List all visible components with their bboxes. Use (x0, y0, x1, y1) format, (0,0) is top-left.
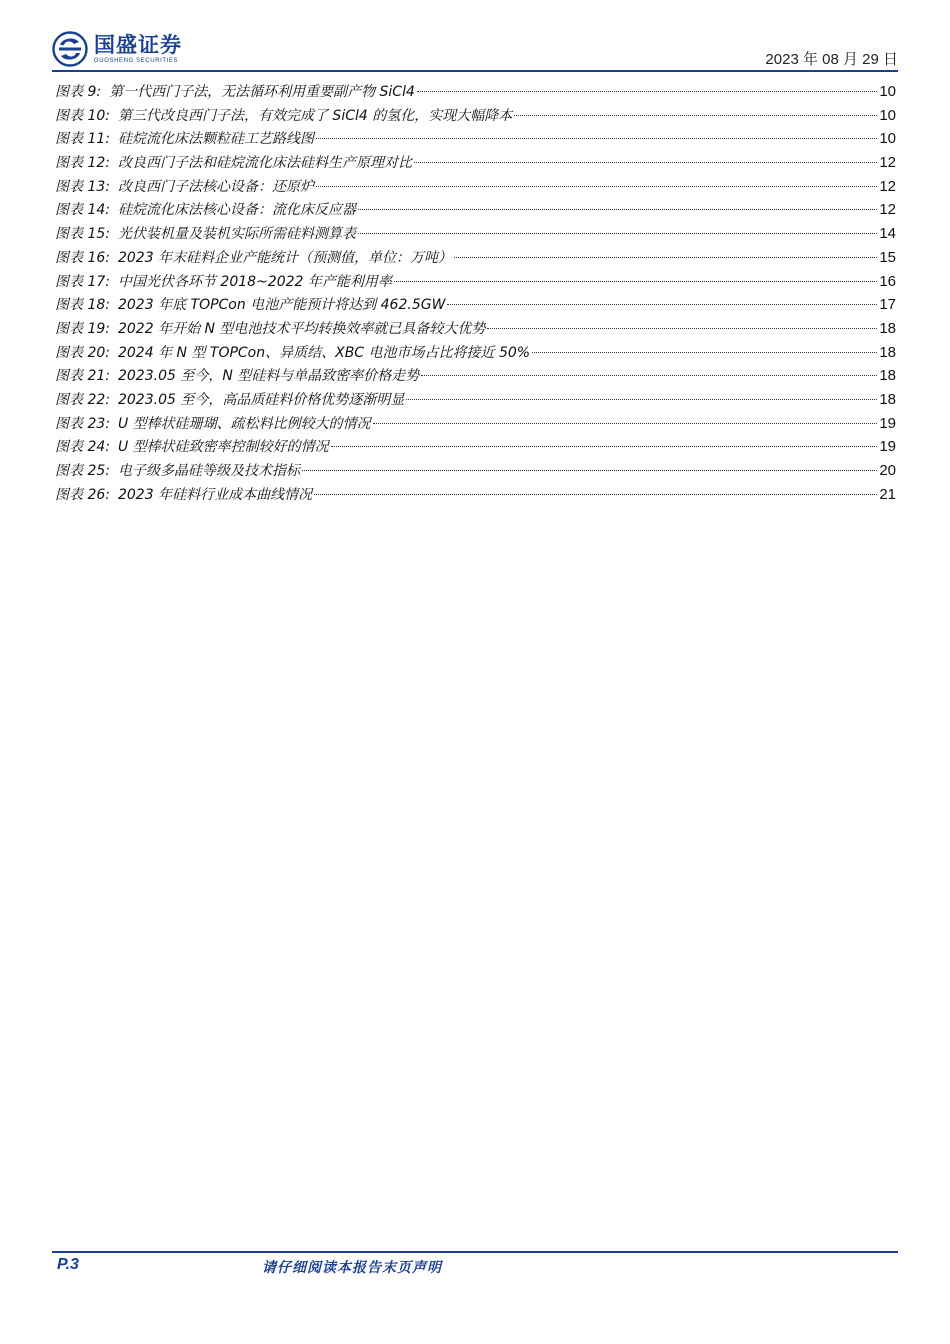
toc-entry-label: 图表 12: (55, 155, 110, 172)
toc-entry-label: 图表 25: (55, 463, 110, 479)
toc-entry-page: 20 (879, 462, 896, 479)
toc-entry[interactable] (55, 104, 896, 128)
toc-entry-page: 10 (879, 83, 896, 100)
toc-entry-title: 2023.05 至今，高品质硅料价格优势逐渐明显 (117, 391, 405, 408)
report-date: 2023 年 08 月 29 日 (765, 51, 898, 68)
toc-entry[interactable] (55, 364, 896, 388)
toc-entry-label: 图表 11: (55, 131, 110, 148)
toc-entry-label: 图表 17: (55, 273, 110, 290)
toc-dot-leader (358, 233, 877, 234)
toc-entry[interactable] (55, 388, 896, 412)
company-logo (52, 31, 182, 67)
page-number: P.3 (57, 1256, 79, 1273)
toc-entry-label: 图表 26: (55, 486, 110, 503)
toc-entry-page: 19 (879, 438, 896, 456)
toc-entry-title: 中国光伏各环节 2018~2022 年产能利用率 (117, 273, 392, 290)
toc-dot-leader (316, 186, 877, 187)
toc-entry[interactable] (55, 317, 896, 341)
footer-divider (52, 1251, 898, 1253)
toc-entry[interactable] (55, 80, 896, 104)
disclaimer-note: 请仔细阅读本报告末页声明 (262, 1260, 442, 1276)
toc-entry[interactable] (55, 198, 896, 222)
toc-entry-page: 12 (879, 201, 896, 219)
toc-entry-label: 图表 20: (55, 344, 110, 361)
guosheng-logo-icon (52, 31, 88, 67)
toc-entry-title: 硅烷流化床法核心设备：流化床反应器 (117, 202, 356, 219)
toc-entry-page: 19 (879, 414, 896, 432)
toc-entry-label: 图表 21: (55, 368, 110, 385)
toc-entry-label: 图表 13: (55, 178, 110, 195)
toc-entry[interactable] (55, 246, 896, 270)
toc-dot-leader (417, 91, 877, 92)
toc-entry-page: 12 (879, 154, 896, 172)
toc-entry-title: 改良西门子法核心设备：还原炉 (117, 178, 314, 195)
toc-entry[interactable] (55, 412, 896, 436)
toc-entry[interactable] (55, 435, 896, 459)
toc-entry-label: 图表 19: (55, 320, 110, 337)
toc-entry-label: 图表 16: (55, 249, 110, 266)
toc-dot-leader (314, 494, 877, 495)
toc-entry-title: 2023.05 至今，N 型硅料与单晶致密率价格走势 (117, 368, 420, 385)
toc-dot-leader (447, 304, 877, 305)
toc-entry-label: 图表 18: (55, 297, 110, 314)
toc-entry-page: 18 (879, 343, 896, 361)
toc-entry-page: 10 (879, 106, 896, 124)
toc-entry[interactable] (55, 151, 896, 175)
toc-entry-label: 图表 14: (55, 202, 110, 219)
toc-entry-page: 15 (879, 248, 896, 266)
toc-entry-title: 硅烷流化床法颗粒硅工艺路线图 (117, 131, 314, 148)
toc-dot-leader (358, 209, 877, 210)
toc-entry-label: 图表 9: (55, 84, 102, 100)
toc-dot-leader (406, 399, 877, 400)
toc-entry[interactable] (55, 270, 896, 294)
toc-entry-title: 电子级多晶硅等级及技术指标 (117, 463, 300, 479)
toc-entry-page: 16 (879, 272, 896, 290)
toc-dot-leader (373, 423, 878, 424)
toc-dot-leader (487, 328, 877, 329)
logo-english-name: GUOSHENG SECURITIES (94, 58, 179, 64)
toc-entry-page: 12 (879, 177, 896, 195)
toc-entry-title: 2023 年末硅料企业产能统计（预测值，单位：万吨） (117, 249, 453, 266)
toc-entry[interactable] (55, 483, 896, 507)
toc-entry-title: 2023 年硅料行业成本曲线情况 (117, 486, 313, 503)
toc-dot-leader (414, 162, 877, 163)
toc-entry-page: 18 (879, 319, 896, 337)
toc-entry-title: U 型棒状硅珊瑚、疏松料比例较大的情况 (117, 415, 371, 432)
toc-entry[interactable] (55, 293, 896, 317)
toc-entry-title: 2023 年底 TOPCon 电池产能预计将达到 462.5GW (117, 297, 446, 314)
toc-entry-title: U 型棒状硅致密率控制较好的情况 (117, 439, 329, 456)
toc-dot-leader (532, 352, 877, 353)
toc-entry[interactable] (55, 175, 896, 199)
toc-entry[interactable] (55, 222, 896, 246)
toc-dot-leader (394, 281, 877, 282)
toc-entry-page: 17 (879, 296, 896, 314)
page-header (52, 28, 898, 72)
toc-entry-page: 14 (879, 225, 896, 243)
toc-dot-leader (302, 470, 877, 471)
toc-dot-leader (316, 138, 877, 139)
toc-entry-page: 21 (879, 485, 896, 503)
toc-dot-leader (514, 115, 877, 116)
toc-entry-label: 图表 23: (55, 415, 110, 432)
toc-entry[interactable] (55, 341, 896, 365)
toc-entry-title: 改良西门子法和硅烷流化床法硅料生产原理对比 (117, 155, 412, 172)
toc-dot-leader (454, 257, 877, 258)
toc-entry-label: 图表 15: (55, 226, 110, 243)
toc-entry-title: 第三代改良西门子法，有效完成了 SiCl4 的氢化，实现大幅降本 (117, 107, 513, 124)
toc-entry-page: 10 (879, 130, 896, 148)
toc-dot-leader (331, 446, 878, 447)
toc-entry-label: 图表 22: (55, 391, 110, 408)
toc-entry-page: 18 (879, 390, 896, 408)
toc-entry-title: 2024 年 N 型 TOPCon、异质结、XBC 电池市场占比将接近 50% (117, 344, 531, 361)
toc-entry-page: 18 (879, 367, 896, 385)
toc-dot-leader (421, 375, 877, 376)
figure-index-list (55, 80, 896, 506)
toc-entry-title: 光伏装机量及装机实际所需硅料测算表 (117, 226, 356, 243)
toc-entry-title: 第一代西门子法，无法循环利用重要副产物 SiCl4 (109, 84, 415, 100)
toc-entry-label: 图表 24: (55, 439, 110, 456)
toc-entry-title: 2022 年开始 N 型电池技术平均转换效率就已具备较大优势 (117, 320, 486, 337)
toc-entry-label: 图表 10: (55, 107, 110, 124)
toc-entry[interactable] (55, 127, 896, 151)
toc-entry[interactable] (55, 459, 896, 483)
logo-chinese-name: 国盛证券 (94, 33, 182, 57)
header-divider (52, 70, 898, 72)
